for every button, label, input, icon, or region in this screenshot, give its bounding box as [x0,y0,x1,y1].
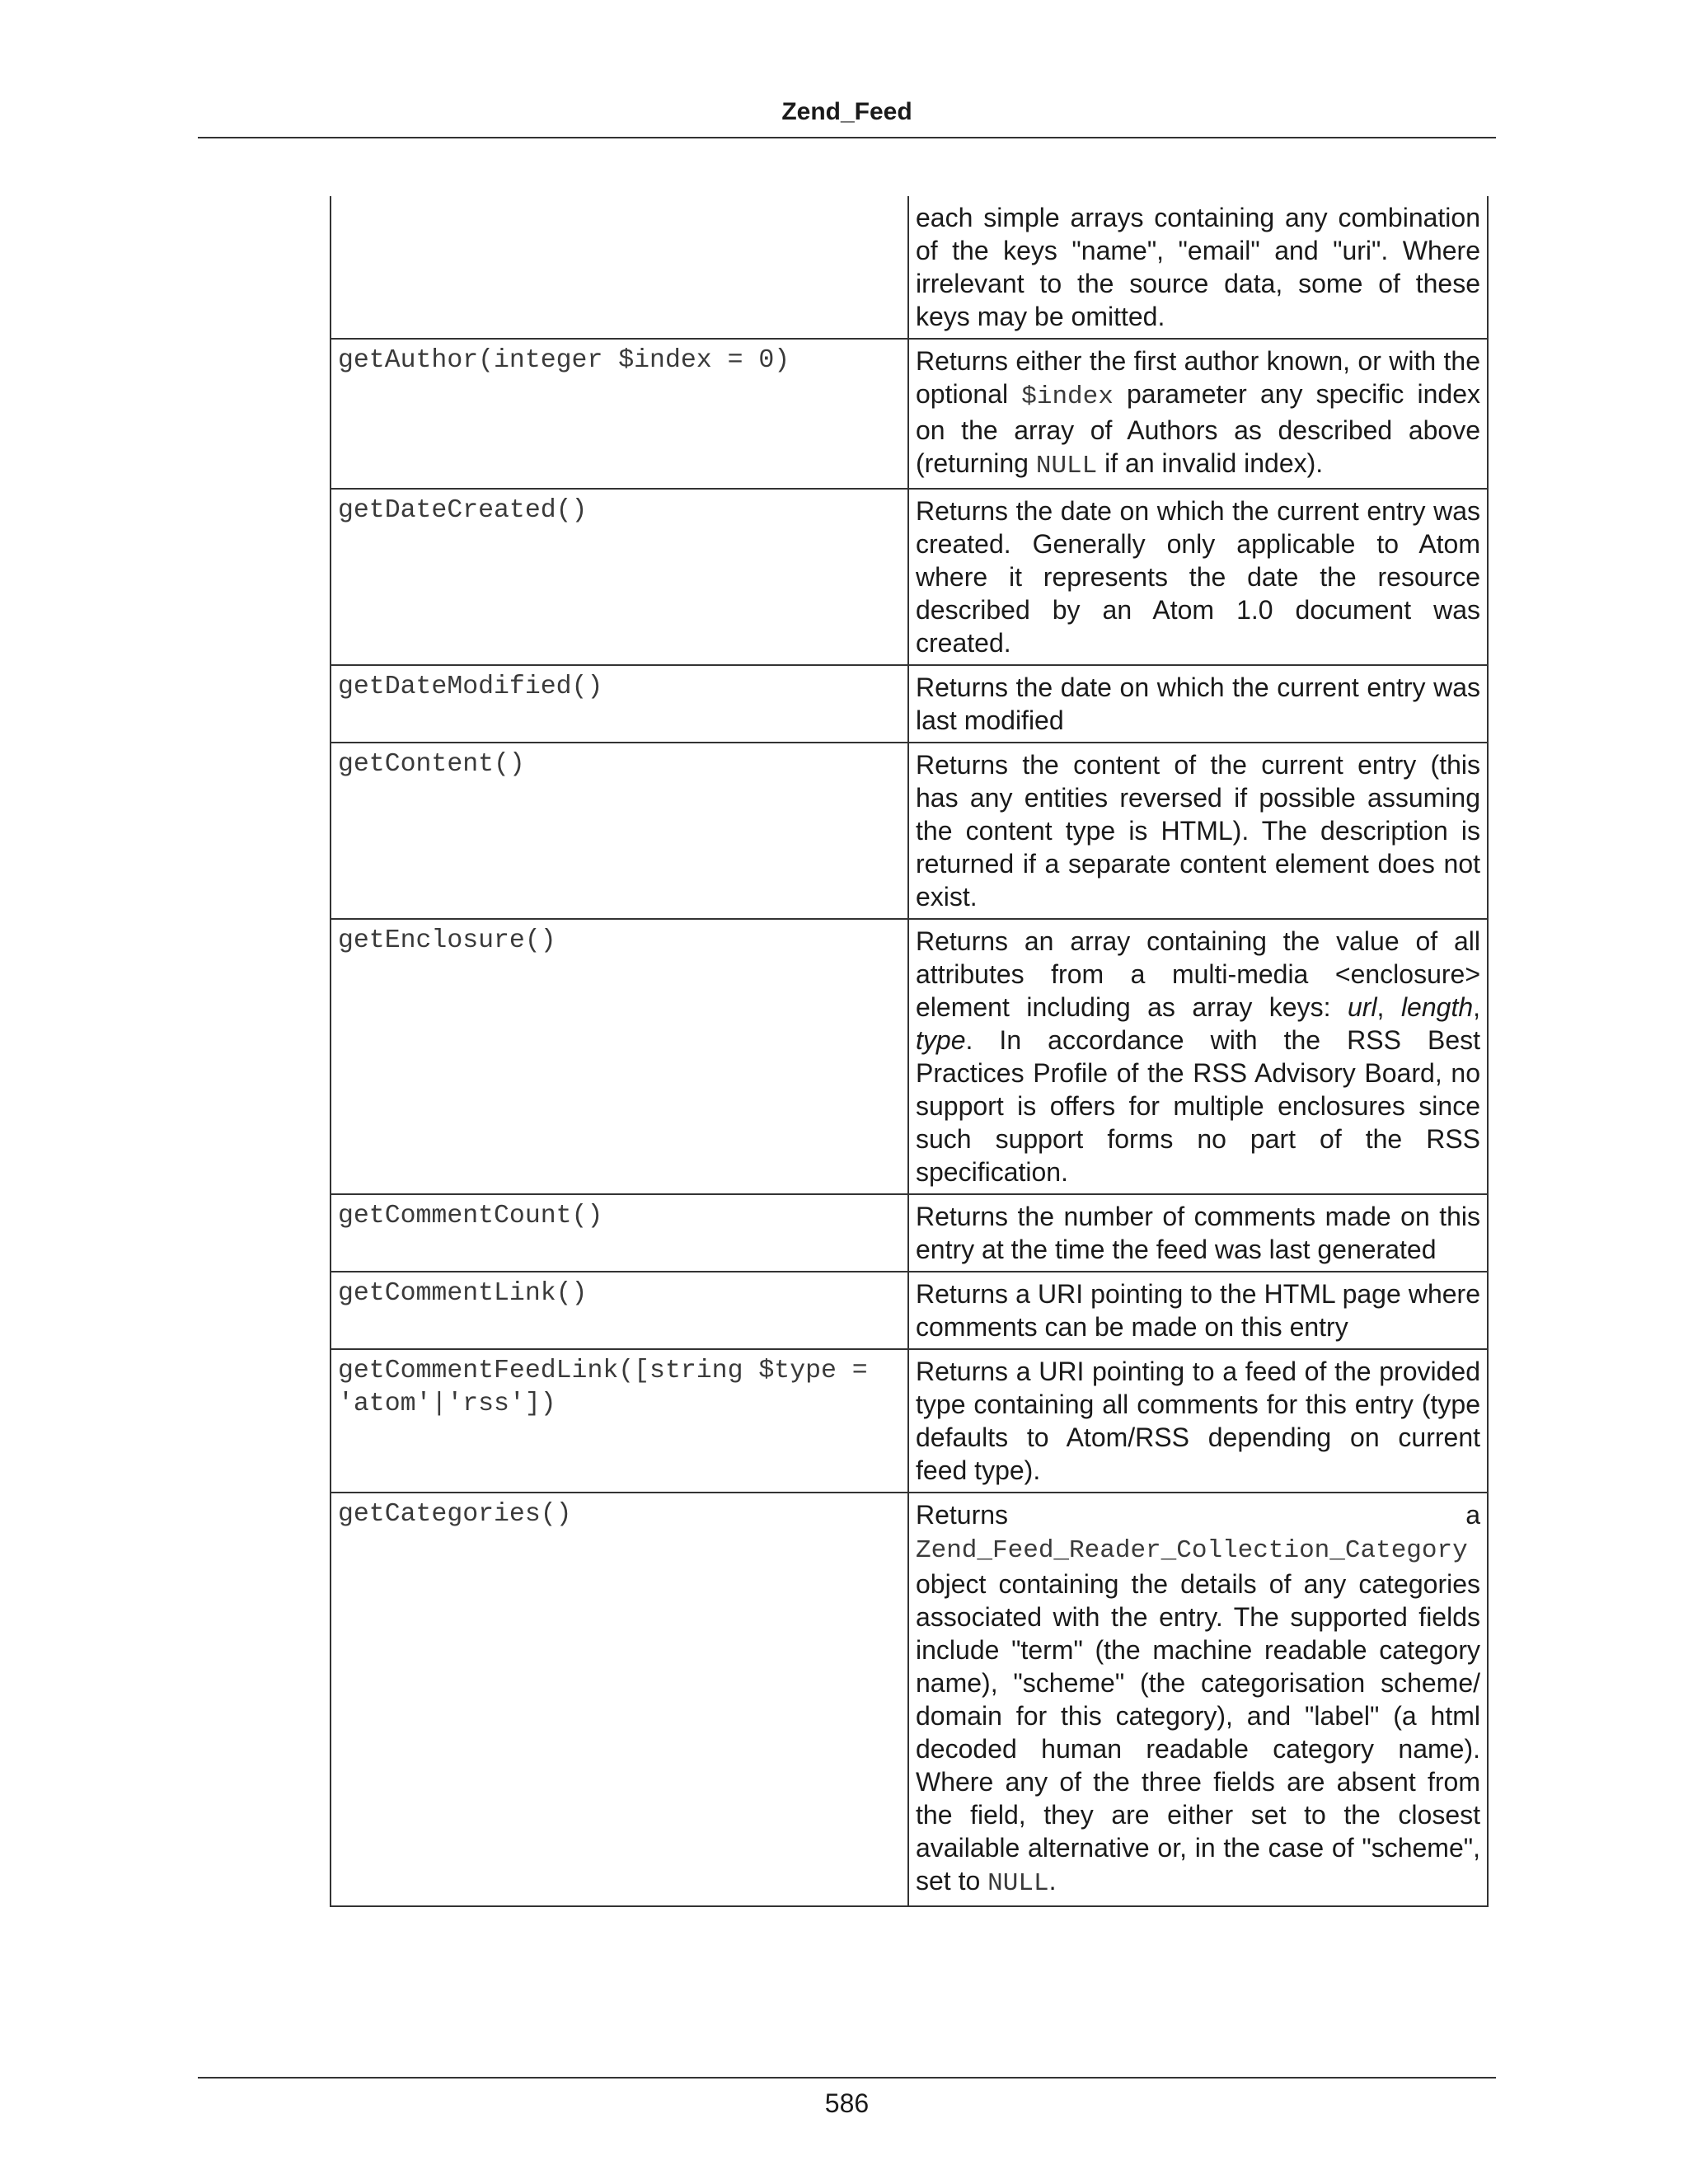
method-cell: getCommentLink() [331,1272,908,1349]
separator-text: , [1473,992,1481,1022]
class-name-line [916,1531,1480,1568]
method-cell: getCommentCount() [331,1194,908,1272]
description-text: Returns either the first author known, or with the optional [916,346,1480,409]
inline-code: NULL [987,1869,1049,1898]
description-cell: Returns the date on which the current entry was created. Generally only applicable to Atom where it represents the date the resource described by an Atom 1.0 document was created. [908,489,1488,665]
inline-code: $index [1021,382,1114,411]
description-cell: Returns the date on which the current entry was last modified [908,665,1488,743]
method-cell: getCommentFeedLink([string $type = 'atom'|'rss']) [331,1349,908,1493]
page-header-title: Zend_Feed [781,98,912,125]
description-text: Returns [916,1500,1009,1530]
description-cell [908,1493,1488,1906]
method-cell: getDateModified() [331,665,908,743]
table-row [331,743,1488,919]
italic-term: length [1400,992,1474,1022]
method-cell: getDateCreated() [331,489,908,665]
description-text: if an invalid index). [1097,448,1324,478]
table-row [331,1272,1488,1349]
page-number: 586 [824,2088,870,2118]
method-cell [331,196,908,339]
table-row [331,196,1488,339]
method-cell: getAuthor(integer $index = 0) [331,339,908,489]
description-cell: each simple arrays containing any combination of the keys "name", "email" and "uri". Where irrelevant to the source data, some of these keys may be omitted. [908,196,1488,339]
separator-text: , [1376,992,1401,1022]
description-text: a [1465,1500,1480,1530]
table-row [331,919,1488,1194]
method-cell: getEnclosure() [331,919,908,1194]
table-row [331,1349,1488,1493]
inline-code: Zend_Feed_Reader_Collection_Category [916,1536,1468,1565]
table-row [331,1493,1488,1906]
table-row [331,339,1488,489]
method-table [330,196,1489,1907]
description-cell [908,339,1488,489]
description-text: parameter any specific index on the array of Authors as described above (returning [916,379,1481,478]
description-text: object containing the details of any categories associated with the entry. The supported fields include "term" (the machine readable category name), "scheme" (the categorisation scheme/ domain for this category), and "label" (a html decoded human readable category name). Where any of the three fields are absent from the field, they are either set to the closest available alternative or, in the case of "scheme", set to [916,1569,1480,1896]
description-cell: Returns the content of the current entry (this has any entities reversed if possible assuming the content type is HTML). The description is returned if a separate content element does not exist. [908,743,1488,919]
italic-term: url [1347,992,1377,1022]
footer-rule [198,2077,1496,2079]
description-cell: Returns the number of comments made on this entry at the time the feed was last generated [908,1194,1488,1272]
header-rule [198,137,1496,138]
description-first-line [916,1498,1480,1531]
method-cell: getContent() [331,743,908,919]
method-cell: getCategories() [331,1493,908,1906]
table-row [331,1194,1488,1272]
description-cell: Returns a URI pointing to a feed of the provided type containing all comments for this entry (type defaults to Atom/RSS depending on current feed type). [908,1349,1488,1493]
description-cell [908,919,1488,1194]
description-text: . [1048,1866,1057,1896]
description-cell: Returns a URI pointing to the HTML page where comments can be made on this entry [908,1272,1488,1349]
description-text: . In accordance with the RSS Best Practices Profile of the RSS Advisory Board, no support is offers for multiple enclosures since such support forms no part of the RSS specification. [916,1025,1480,1187]
table-row [331,489,1488,665]
table-row [331,665,1488,743]
inline-code: NULL [1035,452,1098,480]
italic-term: type [916,1025,966,1055]
description-text: Returns an array containing the value of all attributes from a multi-media <enclosure> element including as array keys: [916,926,1480,1022]
